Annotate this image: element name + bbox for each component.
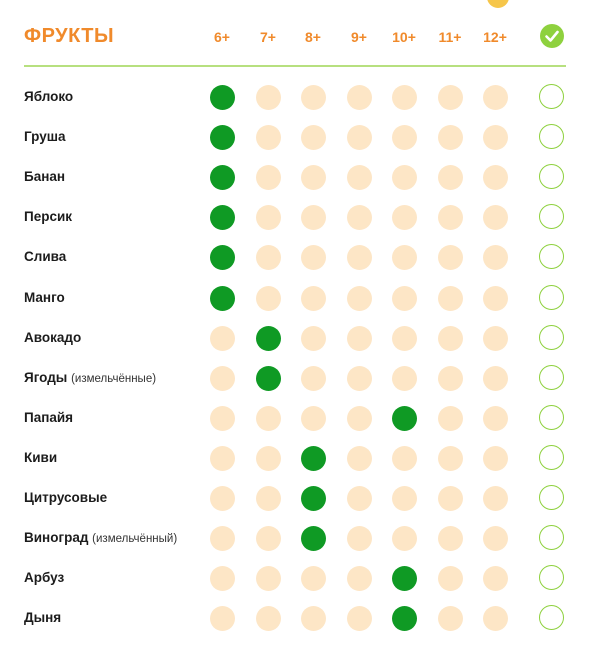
- age-dot-empty: [301, 165, 326, 190]
- age-dot-empty: [256, 125, 281, 150]
- fruit-name: Груша: [24, 129, 66, 145]
- age-dot-empty: [301, 85, 326, 110]
- fruit-label: [24, 558, 64, 598]
- age-dot-empty: [210, 566, 235, 591]
- fruit-label: [24, 77, 73, 117]
- age-dot-empty: [483, 125, 508, 150]
- fruit-name: Киви: [24, 449, 58, 465]
- age-dot-empty: [438, 366, 463, 391]
- age-dot-marked: [392, 566, 417, 591]
- check-header-icon: [540, 24, 564, 48]
- page-title: ФРУКТЫ: [24, 25, 115, 47]
- fruit-name: Виноград: [24, 530, 89, 546]
- age-dot-empty: [301, 286, 326, 311]
- age-dot-empty: [347, 366, 372, 391]
- age-dot-marked: [210, 125, 235, 150]
- age-dot-empty: [347, 286, 372, 311]
- age-dot-empty: [438, 406, 463, 431]
- fruit-name: Ягоды: [24, 369, 68, 385]
- tried-checkbox[interactable]: [539, 605, 564, 630]
- table-row: [0, 278, 600, 318]
- age-label: 10+: [392, 29, 416, 45]
- age-dot-empty: [347, 326, 372, 351]
- age-dot-empty: [347, 446, 372, 471]
- age-dot-empty: [438, 566, 463, 591]
- age-dot-empty: [483, 245, 508, 270]
- age-dot-empty: [301, 205, 326, 230]
- age-dot-marked: [392, 406, 417, 431]
- tried-checkbox[interactable]: [539, 325, 564, 350]
- fruit-name: Манго: [24, 289, 65, 305]
- age-dot-empty: [256, 446, 281, 471]
- age-dot-empty: [483, 85, 508, 110]
- age-dot-empty: [347, 125, 372, 150]
- age-dot-empty: [483, 406, 508, 431]
- age-dot-empty: [256, 526, 281, 551]
- age-dot-empty: [256, 286, 281, 311]
- age-dot-empty: [438, 286, 463, 311]
- age-dot-marked: [210, 165, 235, 190]
- age-dot-empty: [210, 406, 235, 431]
- age-dot-marked: [210, 205, 235, 230]
- age-dot-empty: [483, 606, 508, 631]
- age-dot-empty: [483, 205, 508, 230]
- age-dot-empty: [347, 526, 372, 551]
- fruit-name: Слива: [24, 249, 67, 265]
- tried-checkbox[interactable]: [539, 405, 564, 430]
- tried-checkbox[interactable]: [539, 285, 564, 310]
- tried-checkbox[interactable]: [539, 84, 564, 109]
- age-dot-empty: [347, 165, 372, 190]
- fruit-label: [24, 117, 65, 157]
- tried-checkbox[interactable]: [539, 485, 564, 510]
- age-dot-empty: [392, 486, 417, 511]
- tried-checkbox[interactable]: [539, 525, 564, 550]
- age-dot-empty: [483, 526, 508, 551]
- age-dot-empty: [392, 85, 417, 110]
- age-dot-empty: [256, 205, 281, 230]
- fruit-label: [24, 157, 65, 197]
- age-dot-empty: [256, 486, 281, 511]
- fruit-note: (измельчённые): [71, 372, 157, 385]
- fruit-label: [24, 358, 156, 398]
- table-row: [0, 77, 600, 117]
- age-dot-empty: [347, 566, 372, 591]
- age-dot-marked: [210, 286, 235, 311]
- age-label: 12+: [483, 29, 507, 45]
- header-divider: [24, 65, 566, 67]
- age-dot-marked: [301, 526, 326, 551]
- age-dot-marked: [256, 366, 281, 391]
- fruit-name: Банан: [24, 169, 66, 185]
- age-dot-empty: [301, 566, 326, 591]
- table-row: [0, 518, 600, 558]
- table-row: [0, 117, 600, 157]
- age-dot-empty: [347, 245, 372, 270]
- age-dot-marked: [392, 606, 417, 631]
- age-dot-empty: [301, 406, 326, 431]
- age-dot-empty: [347, 606, 372, 631]
- tried-checkbox[interactable]: [539, 565, 564, 590]
- age-dot-empty: [392, 245, 417, 270]
- fruit-label: [24, 598, 61, 638]
- age-dot-empty: [210, 606, 235, 631]
- tried-checkbox[interactable]: [539, 204, 564, 229]
- fruit-label: [24, 518, 177, 558]
- fruit-name: Цитрусовые: [24, 490, 108, 505]
- fruit-label: [24, 278, 65, 318]
- age-dot-empty: [438, 165, 463, 190]
- age-dot-empty: [438, 446, 463, 471]
- age-dot-empty: [392, 366, 417, 391]
- age-dot-empty: [256, 85, 281, 110]
- age-label: 11+: [438, 29, 462, 45]
- age-dot-empty: [347, 486, 372, 511]
- age-dot-empty: [438, 526, 463, 551]
- age-dot-empty: [256, 606, 281, 631]
- age-dot-empty: [256, 406, 281, 431]
- age-dot-empty: [347, 205, 372, 230]
- fruit-name: Дыня: [24, 610, 62, 626]
- fruit-label: [24, 438, 57, 478]
- age-dot-empty: [256, 165, 281, 190]
- tried-checkbox[interactable]: [539, 124, 564, 149]
- age-dot-empty: [301, 125, 326, 150]
- age-dot-empty: [483, 326, 508, 351]
- top-badge: [487, 0, 509, 8]
- age-dot-empty: [301, 245, 326, 270]
- fruit-name: Яблоко: [24, 89, 74, 104]
- fruit-label: [24, 237, 66, 277]
- tried-checkbox[interactable]: [539, 365, 564, 390]
- age-dot-empty: [210, 526, 235, 551]
- age-dot-empty: [483, 446, 508, 471]
- fruit-label: [24, 197, 72, 237]
- age-label: 8+: [305, 29, 321, 45]
- age-dot-empty: [438, 486, 463, 511]
- tried-checkbox[interactable]: [539, 244, 564, 269]
- age-dot-empty: [483, 366, 508, 391]
- age-dot-marked: [301, 446, 326, 471]
- age-dot-empty: [347, 85, 372, 110]
- tried-checkbox[interactable]: [539, 164, 564, 189]
- age-dot-empty: [301, 606, 326, 631]
- age-dot-empty: [392, 526, 417, 551]
- age-dot-empty: [347, 406, 372, 431]
- age-dot-empty: [301, 366, 326, 391]
- age-dot-empty: [438, 245, 463, 270]
- age-dot-empty: [256, 566, 281, 591]
- age-dot-empty: [392, 205, 417, 230]
- age-dot-empty: [438, 606, 463, 631]
- age-dot-marked: [301, 486, 326, 511]
- age-dot-empty: [438, 125, 463, 150]
- fruit-name: Папайя: [24, 409, 74, 425]
- fruit-name: Авокадо: [24, 329, 82, 345]
- age-dot-empty: [438, 85, 463, 110]
- age-dot-empty: [210, 486, 235, 511]
- age-dot-empty: [483, 286, 508, 311]
- age-dot-empty: [483, 486, 508, 511]
- age-dot-empty: [392, 286, 417, 311]
- tried-checkbox[interactable]: [539, 445, 564, 470]
- age-dot-empty: [256, 245, 281, 270]
- table-row: [0, 157, 600, 197]
- age-dot-marked: [256, 326, 281, 351]
- age-dot-empty: [210, 366, 235, 391]
- table-row: [0, 398, 600, 438]
- fruit-label: [24, 398, 73, 438]
- age-dot-empty: [301, 326, 326, 351]
- fruit-note: (измельчённый): [92, 533, 178, 546]
- age-label: 6+: [214, 29, 230, 45]
- table-row: [0, 438, 600, 478]
- age-dot-empty: [392, 165, 417, 190]
- age-label: 9+: [351, 29, 367, 45]
- age-label: 7+: [260, 29, 276, 45]
- table-row: [0, 598, 600, 638]
- table-row: [0, 558, 600, 598]
- age-dot-empty: [210, 446, 235, 471]
- table-row: [0, 318, 600, 358]
- table-row: [0, 478, 600, 518]
- fruit-label: [24, 478, 107, 518]
- table-row: [0, 237, 600, 277]
- fruit-name: Персик: [24, 209, 73, 225]
- table-row: [0, 197, 600, 237]
- age-dot-empty: [392, 446, 417, 471]
- age-dot-empty: [438, 205, 463, 230]
- table-row: [0, 358, 600, 398]
- fruit-name: Арбуз: [24, 570, 65, 586]
- age-dot-empty: [392, 326, 417, 351]
- age-dot-marked: [210, 85, 235, 110]
- age-dot-empty: [438, 326, 463, 351]
- age-dot-empty: [210, 326, 235, 351]
- age-dot-empty: [392, 125, 417, 150]
- age-dot-marked: [210, 245, 235, 270]
- fruit-label: [24, 318, 81, 358]
- age-dot-empty: [483, 165, 508, 190]
- age-dot-empty: [483, 566, 508, 591]
